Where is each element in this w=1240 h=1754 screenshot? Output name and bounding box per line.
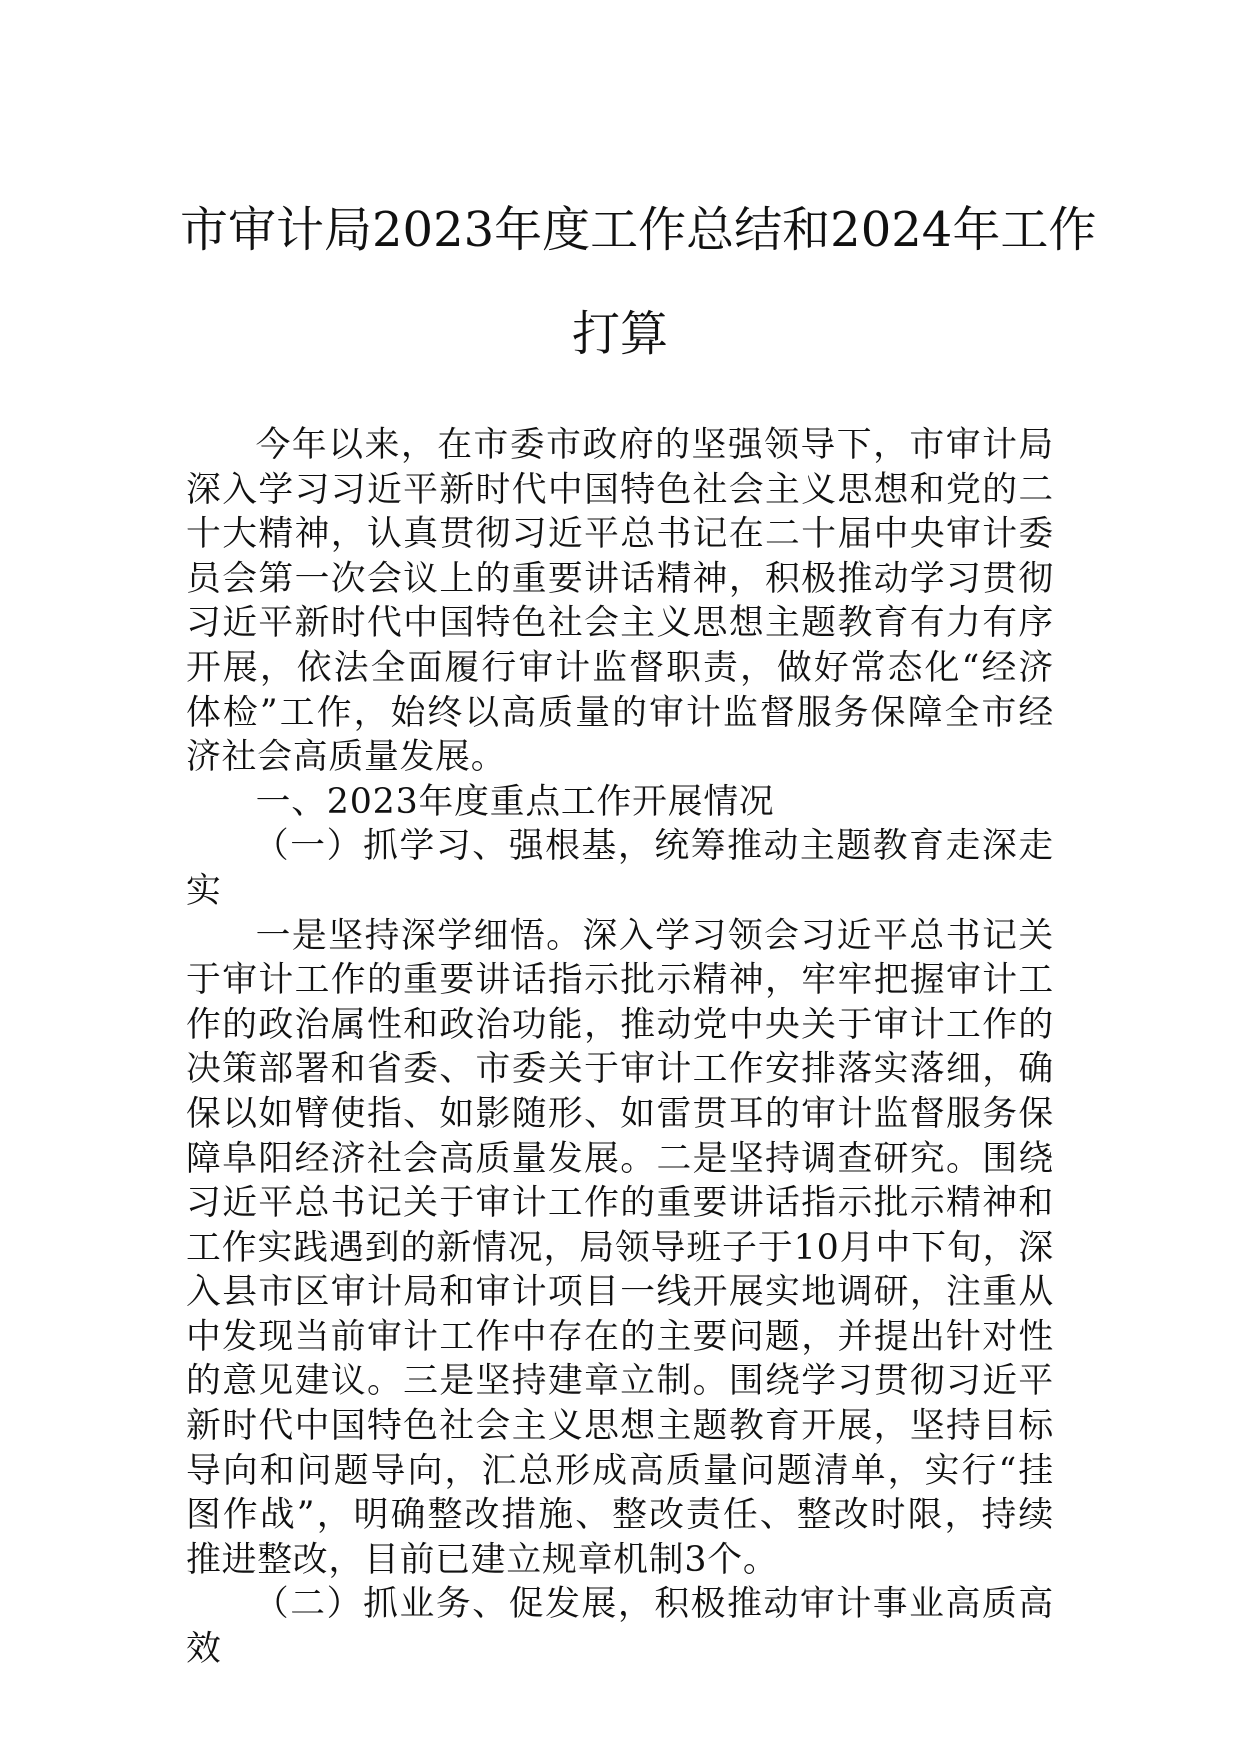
subsection-1-paragraph: 一是坚持深学细悟。深入学习领会习近平总书记关于审计工作的重要讲话指示批示精神，牢牢把握审计工作的政治属性和政治功能，推动党中央关于审计工作的决策部署和省委、市委关于审计工作安排落实落细，确保以如臂使指、如影随形、如雷贯耳的审计监督服务保障阜阳经济社会高质量发展。二是坚持调查研究。围绕习近平总书记关于审计工作的重要讲话指示批示精神和工作实践遇到的新情况，局领导班子于10月中下旬，深入县市区审计局和审计项目一线开展实地调研，注重从中发现当前审计工作中存在的主要问题，并提出针对性的意见建议。三是坚持建章立制。围绕学习贯彻习近平新时代中国特色社会主义思想主题教育开展，坚持目标导向和问题导向，汇总形成高质量问题清单，实行“挂图作战”，明确整改措施、整改责任、整改时限，持续推进整改，目前已建立规章机制3个。 <box>186 915 1054 1580</box>
document-body <box>186 423 1054 1672</box>
subsection-heading-2: （二）抓业务、促发展，积极推动审计事业高质高效 <box>186 1584 1054 1670</box>
section-heading-1: 一、2023年度重点工作开展情况 <box>255 781 775 822</box>
title-line-2: 打算 <box>571 306 668 362</box>
title-line-1: 市审计局2023年度工作总结和2024年工作 <box>180 202 1097 258</box>
intro-paragraph: 今年以来，在市委市政府的坚强领导下，市审计局深入学习习近平新时代中国特色社会主义思想和党的二十大精神，认真贯彻习近平总书记在二十届中央审计委员会第一次会议上的重要讲话精神，积极推动学习贯彻习近平新时代中国特色社会主义思想主题教育有力有序开展，依法全面履行审计监督职责，做好常态化“经济体检”工作，始终以高质量的审计监督服务保障全市经济社会高质量发展。 <box>186 425 1054 778</box>
document-title <box>180 178 1097 386</box>
subsection-heading-1: （一）抓学习、强根基，统筹推动主题教育走深走实 <box>186 826 1054 911</box>
